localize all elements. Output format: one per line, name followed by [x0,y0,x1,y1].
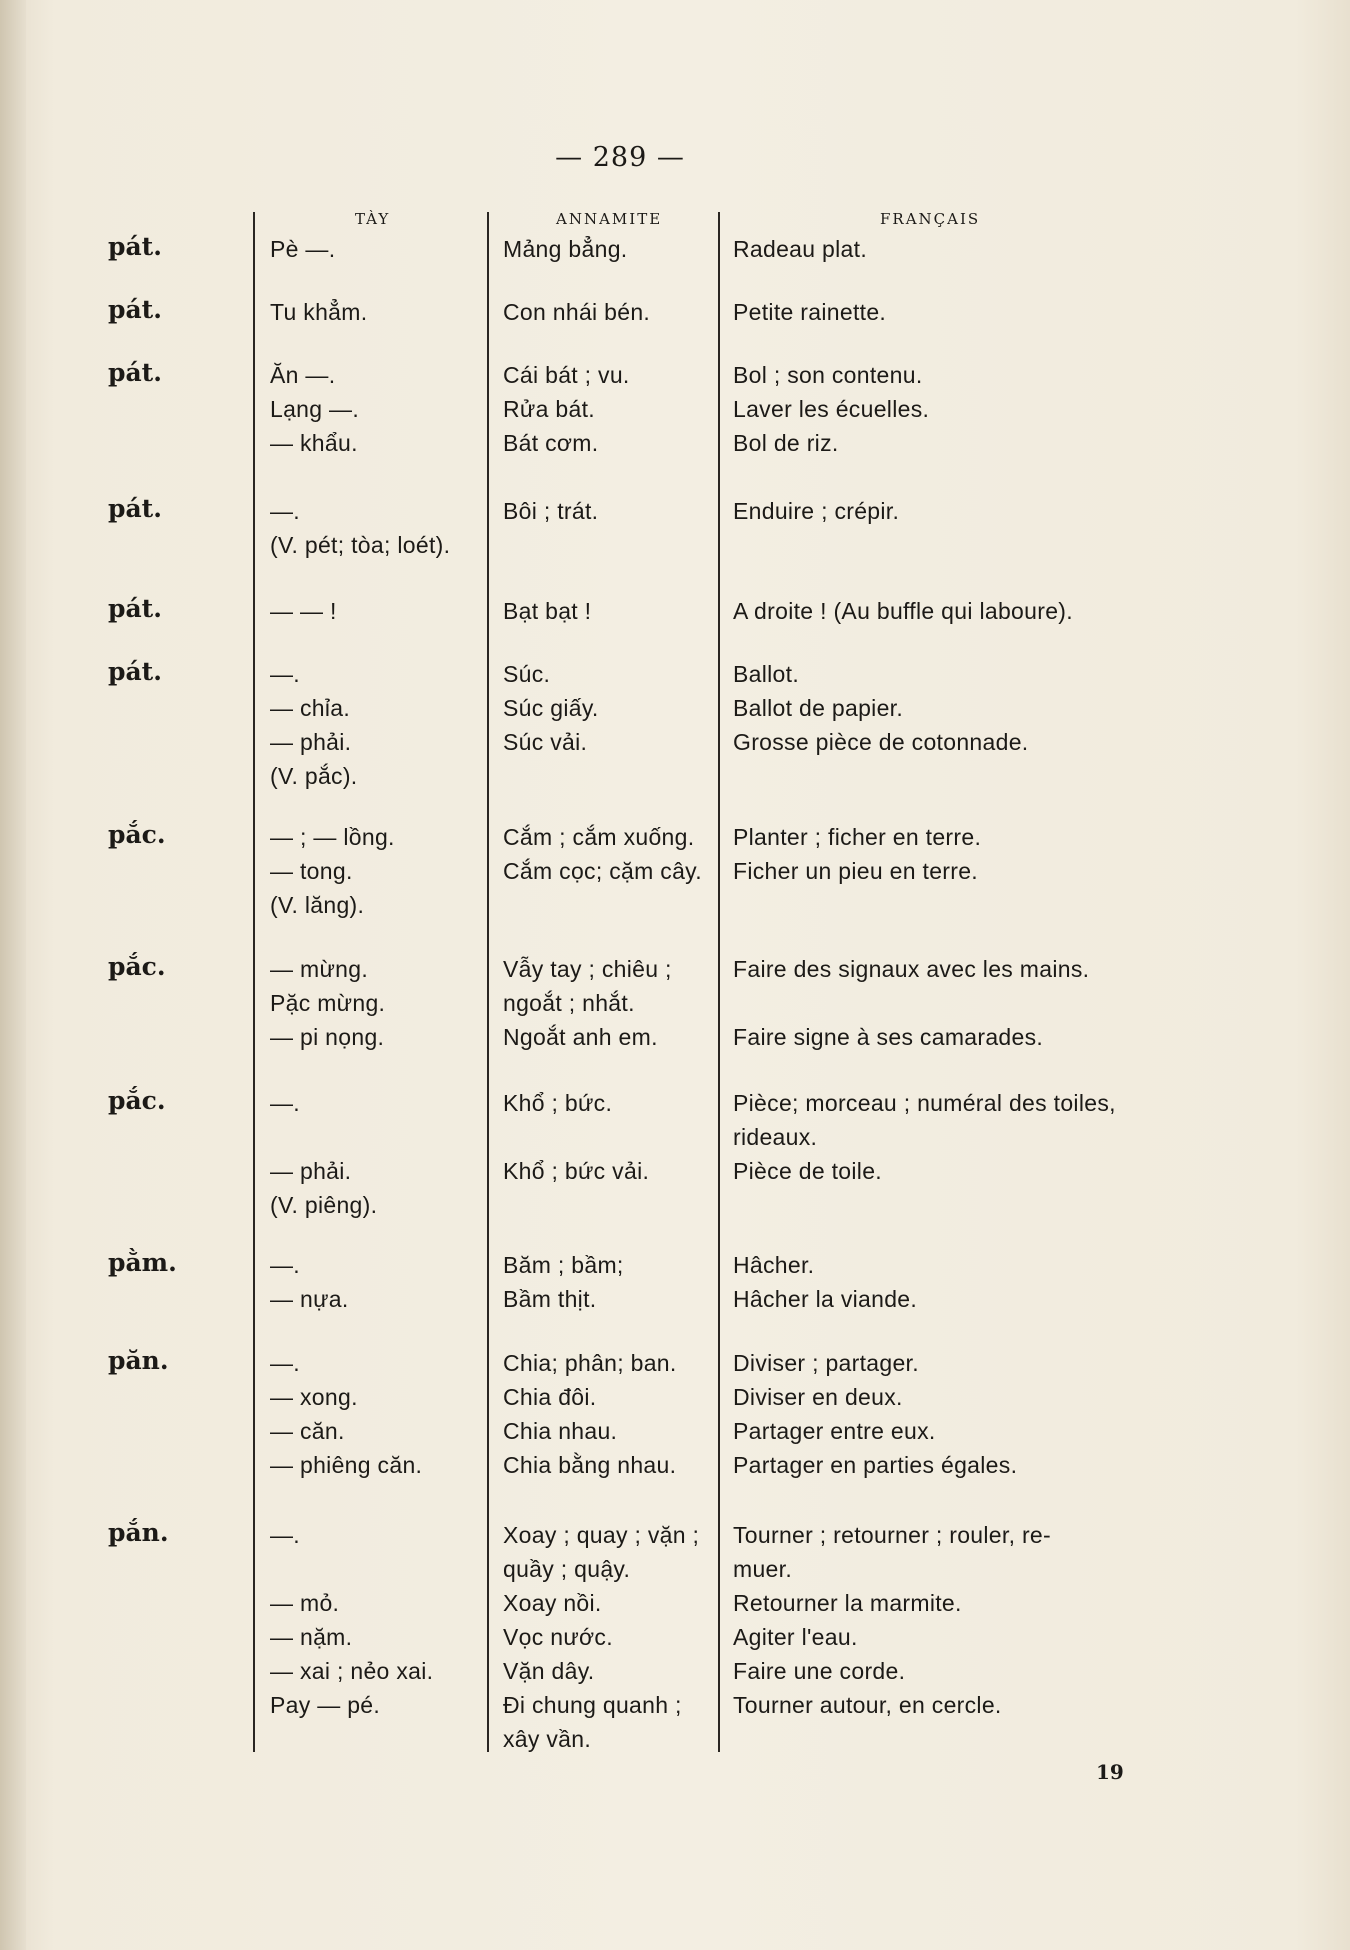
annamite-line: Đi chung quanh ; [503,1692,682,1718]
tay-line: — pi nọng. [270,1024,385,1050]
tay-column [270,1248,485,1316]
tay-column [270,1346,485,1482]
francais-line: Radeau plat. [733,236,868,262]
francais-column [733,657,1163,759]
entry-keyword: pắn. [108,1518,169,1547]
francais-column [733,1086,1163,1188]
annamite-line: Bát cơm. [503,430,599,456]
tay-column [270,820,485,922]
francais-line: Hâcher la viande. [733,1286,918,1312]
annamite-line: Chia; phân; ban. [503,1350,677,1376]
tay-line: (V. piêng). [270,1192,378,1218]
annamite-line: Băm ; bầm; [503,1252,624,1278]
tay-line: —. [270,1090,300,1116]
francais-column [733,820,1163,888]
tay-column [270,1518,485,1722]
tay-line: — tong. [270,858,353,884]
tay-column [270,952,485,1054]
francais-line: Faire une corde. [733,1658,906,1684]
entry-keyword: pát. [108,295,162,324]
tay-column [270,494,485,562]
page-spine-shadow [0,0,26,1950]
francais-line: Hâcher. [733,1252,815,1278]
signature-mark: 19 [1096,1760,1124,1784]
annamite-line: Cắm ; cắm xuống. [503,824,695,850]
entry-keyword: pắc. [108,952,166,981]
francais-line: Retourner la marmite. [733,1590,962,1616]
tay-line: Pặc mừng. [270,990,386,1016]
annamite-line: Chia đôi. [503,1384,597,1410]
francais-line: Bol ; son contenu. [733,362,923,388]
column-header-tay: TÀY [355,210,391,228]
francais-column [733,1346,1163,1482]
francais-line: Pièce; morceau ; numéral des toiles, [733,1090,1116,1116]
annamite-column [503,657,720,759]
annamite-column [503,494,720,528]
tay-line: —. [270,1522,300,1548]
entry-keyword: pắc. [108,820,166,849]
tay-line: (V. lăng). [270,892,365,918]
entry-keyword: pát. [108,594,162,623]
francais-line: Ballot de papier. [733,695,904,721]
annamite-line: Khổ ; bức. [503,1090,613,1116]
entry-keyword: păn. [108,1346,169,1375]
tay-line: — phải. [270,729,352,755]
annamite-column [503,1086,720,1188]
francais-line: Partager entre eux. [733,1418,936,1444]
francais-line: Agiter l'eau. [733,1624,858,1650]
francais-line: Diviser ; partager. [733,1350,919,1376]
entry-keyword: pát. [108,358,162,387]
tay-line: Tu khẳm. [270,299,368,325]
francais-line: Tourner ; retourner ; rouler, re- [733,1522,1051,1548]
tay-line: Pay — pé. [270,1692,381,1718]
tay-line: — xai ; nẻo xai. [270,1658,434,1684]
tay-line: — mừng. [270,956,369,982]
annamite-column [503,594,720,628]
column-header-francais: FRANÇAIS [880,210,981,228]
annamite-column [503,1248,720,1316]
annamite-line: Bầm thịt. [503,1286,597,1312]
annamite-column [503,232,720,266]
francais-line: Ficher un pieu en terre. [733,858,978,884]
annamite-line: Vặn dây. [503,1658,595,1684]
annamite-line: quầy ; quậy. [503,1556,631,1582]
tay-line: — căn. [270,1418,345,1444]
tay-line: —. [270,661,300,687]
tay-column [270,295,485,329]
tay-line [270,1120,485,1154]
tay-line: — xong. [270,1384,358,1410]
francais-line: Partager en parties égales. [733,1452,1018,1478]
column-rule-middle [487,212,489,1752]
tay-line: (V. pắc). [270,763,358,789]
francais-column [733,232,1163,266]
francais-column [733,952,1163,1054]
annamite-line: Khổ ; bức vải. [503,1158,650,1184]
tay-line: (V. pét; tòa; loét). [270,532,451,558]
tay-column [270,657,485,793]
tay-line: — — ! [270,598,337,624]
annamite-line: Chia bằng nhau. [503,1452,677,1478]
francais-column [733,594,1163,628]
tay-line: —. [270,1252,300,1278]
tay-column [270,358,485,460]
francais-line: Laver les écuelles. [733,396,930,422]
annamite-line: Súc giấy. [503,695,599,721]
annamite-column [503,358,720,460]
francais-column [733,494,1163,528]
annamite-column [503,820,720,888]
column-rule-left [253,212,255,1752]
entry-keyword: pắc. [108,1086,166,1115]
entry-keyword: pát. [108,657,162,686]
tay-column [270,594,485,628]
francais-line: Planter ; ficher en terre. [733,824,982,850]
annamite-column [503,1346,720,1482]
entry-keyword: pát. [108,494,162,523]
tay-line: — chỉa. [270,695,351,721]
francais-line: Faire des signaux avec les mains. [733,956,1090,982]
tay-line: Lạng —. [270,396,360,422]
entry-keyword: pằm. [108,1248,177,1277]
annamite-line [503,1120,720,1154]
francais-column [733,1518,1163,1722]
tay-line: — phiêng căn. [270,1452,423,1478]
annamite-line: Vọc nước. [503,1624,613,1650]
annamite-line: ngoắt ; nhắt. [503,990,635,1016]
francais-line: muer. [733,1556,793,1582]
francais-line: Tourner autour, en cercle. [733,1692,1002,1718]
annamite-line: Bôi ; trát. [503,498,599,524]
tay-line: — khẩu. [270,430,358,456]
tay-line: —. [270,498,300,524]
annamite-line: Ngoắt anh em. [503,1024,658,1050]
annamite-column [503,952,720,1054]
francais-column [733,295,1163,329]
tay-line [270,1552,485,1586]
francais-line: Pièce de toile. [733,1158,882,1184]
tay-line: Ăn —. [270,362,336,388]
tay-line: Pè —. [270,236,336,262]
page-number: — 289 — [555,142,685,173]
column-header-annamite: ANNAMITE [556,210,663,228]
annamite-line: xây vần. [503,1726,592,1752]
francais-line: Diviser en deux. [733,1384,903,1410]
francais-line: Grosse pièce de cotonnade. [733,729,1029,755]
annamite-line: Súc. [503,661,551,687]
francais-line: Ballot. [733,661,800,687]
annamite-line: Rửa bát. [503,396,595,422]
francais-column [733,1248,1163,1316]
francais-line: Petite rainette. [733,299,887,325]
francais-line: Enduire ; crépir. [733,498,900,524]
francais-line: A droite ! (Au buffle qui laboure). [733,598,1073,624]
entry-keyword: pát. [108,232,162,261]
francais-line: Bol de riz. [733,430,839,456]
tay-line: — nựa. [270,1286,349,1312]
annamite-line: Con nhái bén. [503,299,651,325]
tay-line: — mỏ. [270,1590,340,1616]
francais-column [733,358,1163,460]
francais-line: Faire signe à ses camarades. [733,1024,1044,1050]
annamite-line: Xoay nồi. [503,1590,602,1616]
tay-column [270,232,485,266]
annamite-line: Bạt bạt ! [503,598,592,624]
annamite-column [503,1518,720,1756]
tay-line: — phải. [270,1158,352,1184]
tay-line: —. [270,1350,300,1376]
francais-line [733,986,1163,1020]
annamite-column [503,295,720,329]
francais-line: rideaux. [733,1124,818,1150]
annamite-line: Cắm cọc; cặm cây. [503,858,702,884]
annamite-line: Xoay ; quay ; vặn ; [503,1522,700,1548]
annamite-line: Mảng bẳng. [503,236,628,262]
tay-line: — ; — lồng. [270,824,395,850]
annamite-line: Súc vải. [503,729,588,755]
annamite-line: Chia nhau. [503,1418,618,1444]
annamite-line: Cái bát ; vu. [503,362,630,388]
tay-line: — nặm. [270,1624,353,1650]
annamite-line: Vẫy tay ; chiêu ; [503,956,672,982]
tay-column [270,1086,485,1222]
